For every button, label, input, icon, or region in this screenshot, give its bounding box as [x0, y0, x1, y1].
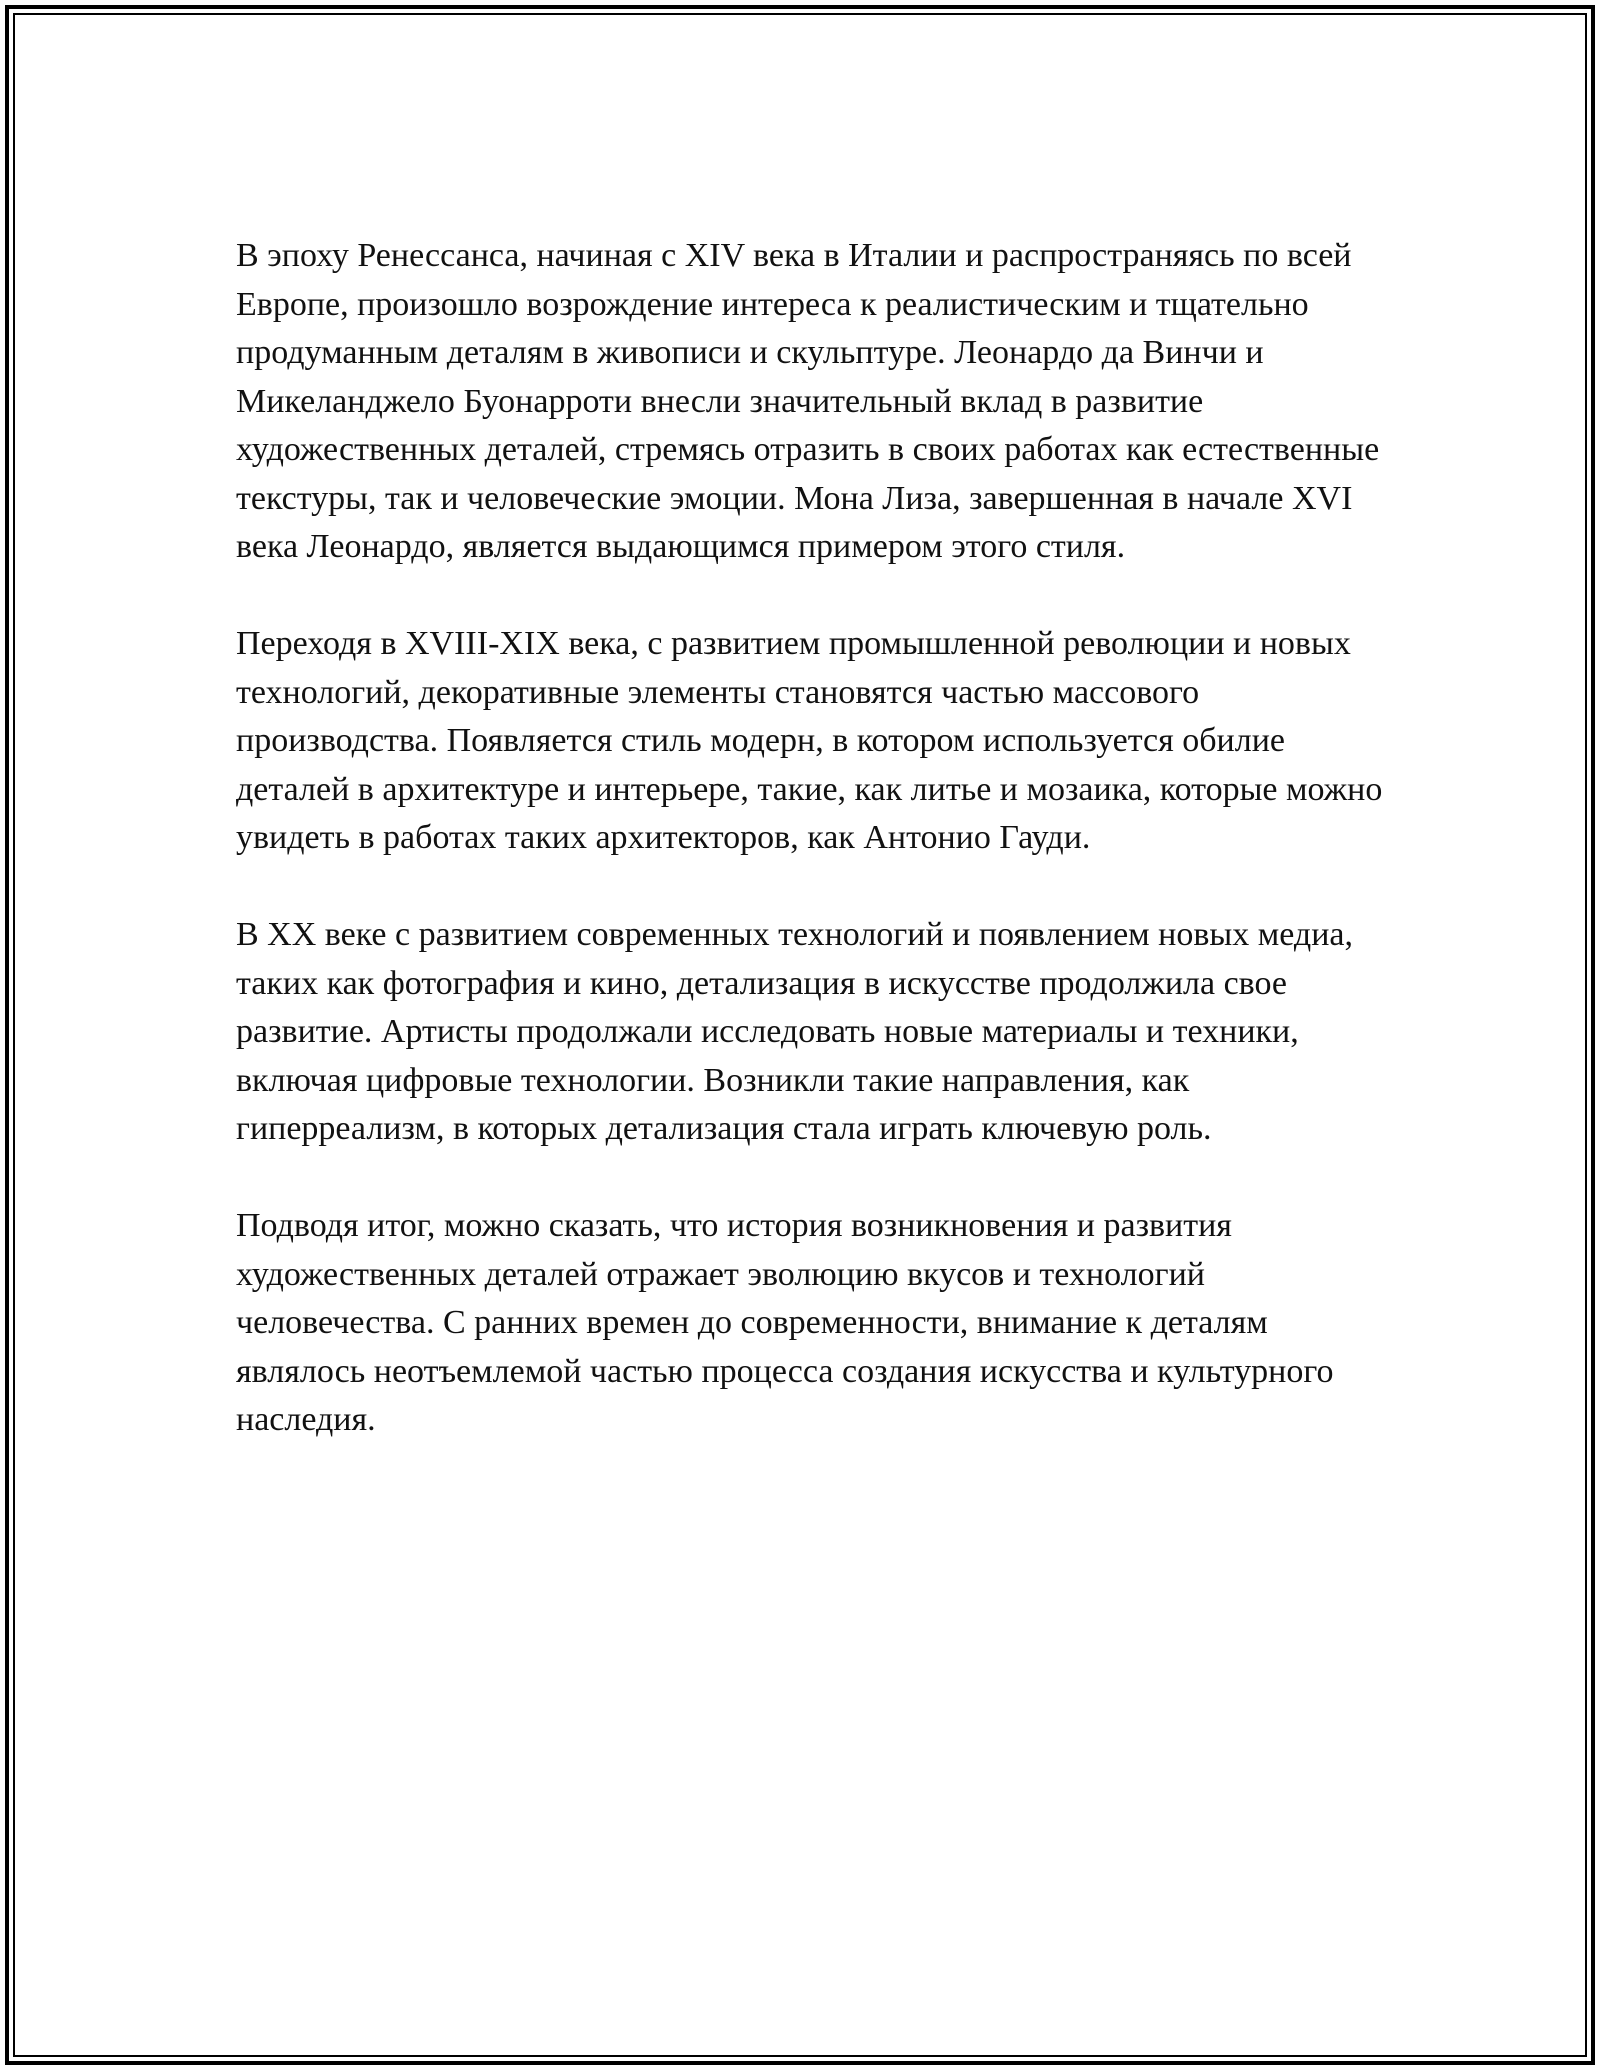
paragraph-conclusion: Подводя итог, можно сказать, что история возникновения и развития художественных деталей отражает эволюцию вкусов и технологий человечества. С ранних времен до современности, внимание к деталям являлось неотъемлемой частью процесса создания искусства и культурного наследия.: [236, 1207, 1334, 1438]
paragraph-renaissance: В эпоху Ренессанса, начиная с XIV века в Италии и распространяясь по всей Европе, произошло возрождение интереса к реалистическим и тщательно продуманным деталям в живописи и скульптуре. Леонардо да Винчи и Микеланджело Буонарроти внесли значительный вклад в развитие художественных деталей, стремясь отразить в своих работах как естественные текстуры, так и человеческие эмоции. Мона Лиза, завершенная в начале XVI века Леонардо, является выдающимся примером этого стиля.: [236, 237, 1380, 565]
document-body: [236, 232, 1386, 1493]
paragraph-twentieth-century: В XX веке с развитием современных технологий и появлением новых медиа, таких как фотография и кино, детализация в искусстве продолжила свое развитие. Артисты продолжали исследовать новые материалы и техники, включая цифровые технологии. Возникли такие направления, как гиперреализм, в которых детализация стала играть ключевую роль.: [236, 916, 1354, 1147]
paragraph-industrial-era: Переходя в XVIII-XIX века, с развитием промышленной революции и новых технологий, декоративные элементы становятся частью массового производства. Появляется стиль модерн, в котором используется обилие деталей в архитектуре и интерьере, такие, как литье и мозаика, которые можно увидеть в работах таких архитекторов, как Антонио Гауди.: [236, 625, 1383, 856]
